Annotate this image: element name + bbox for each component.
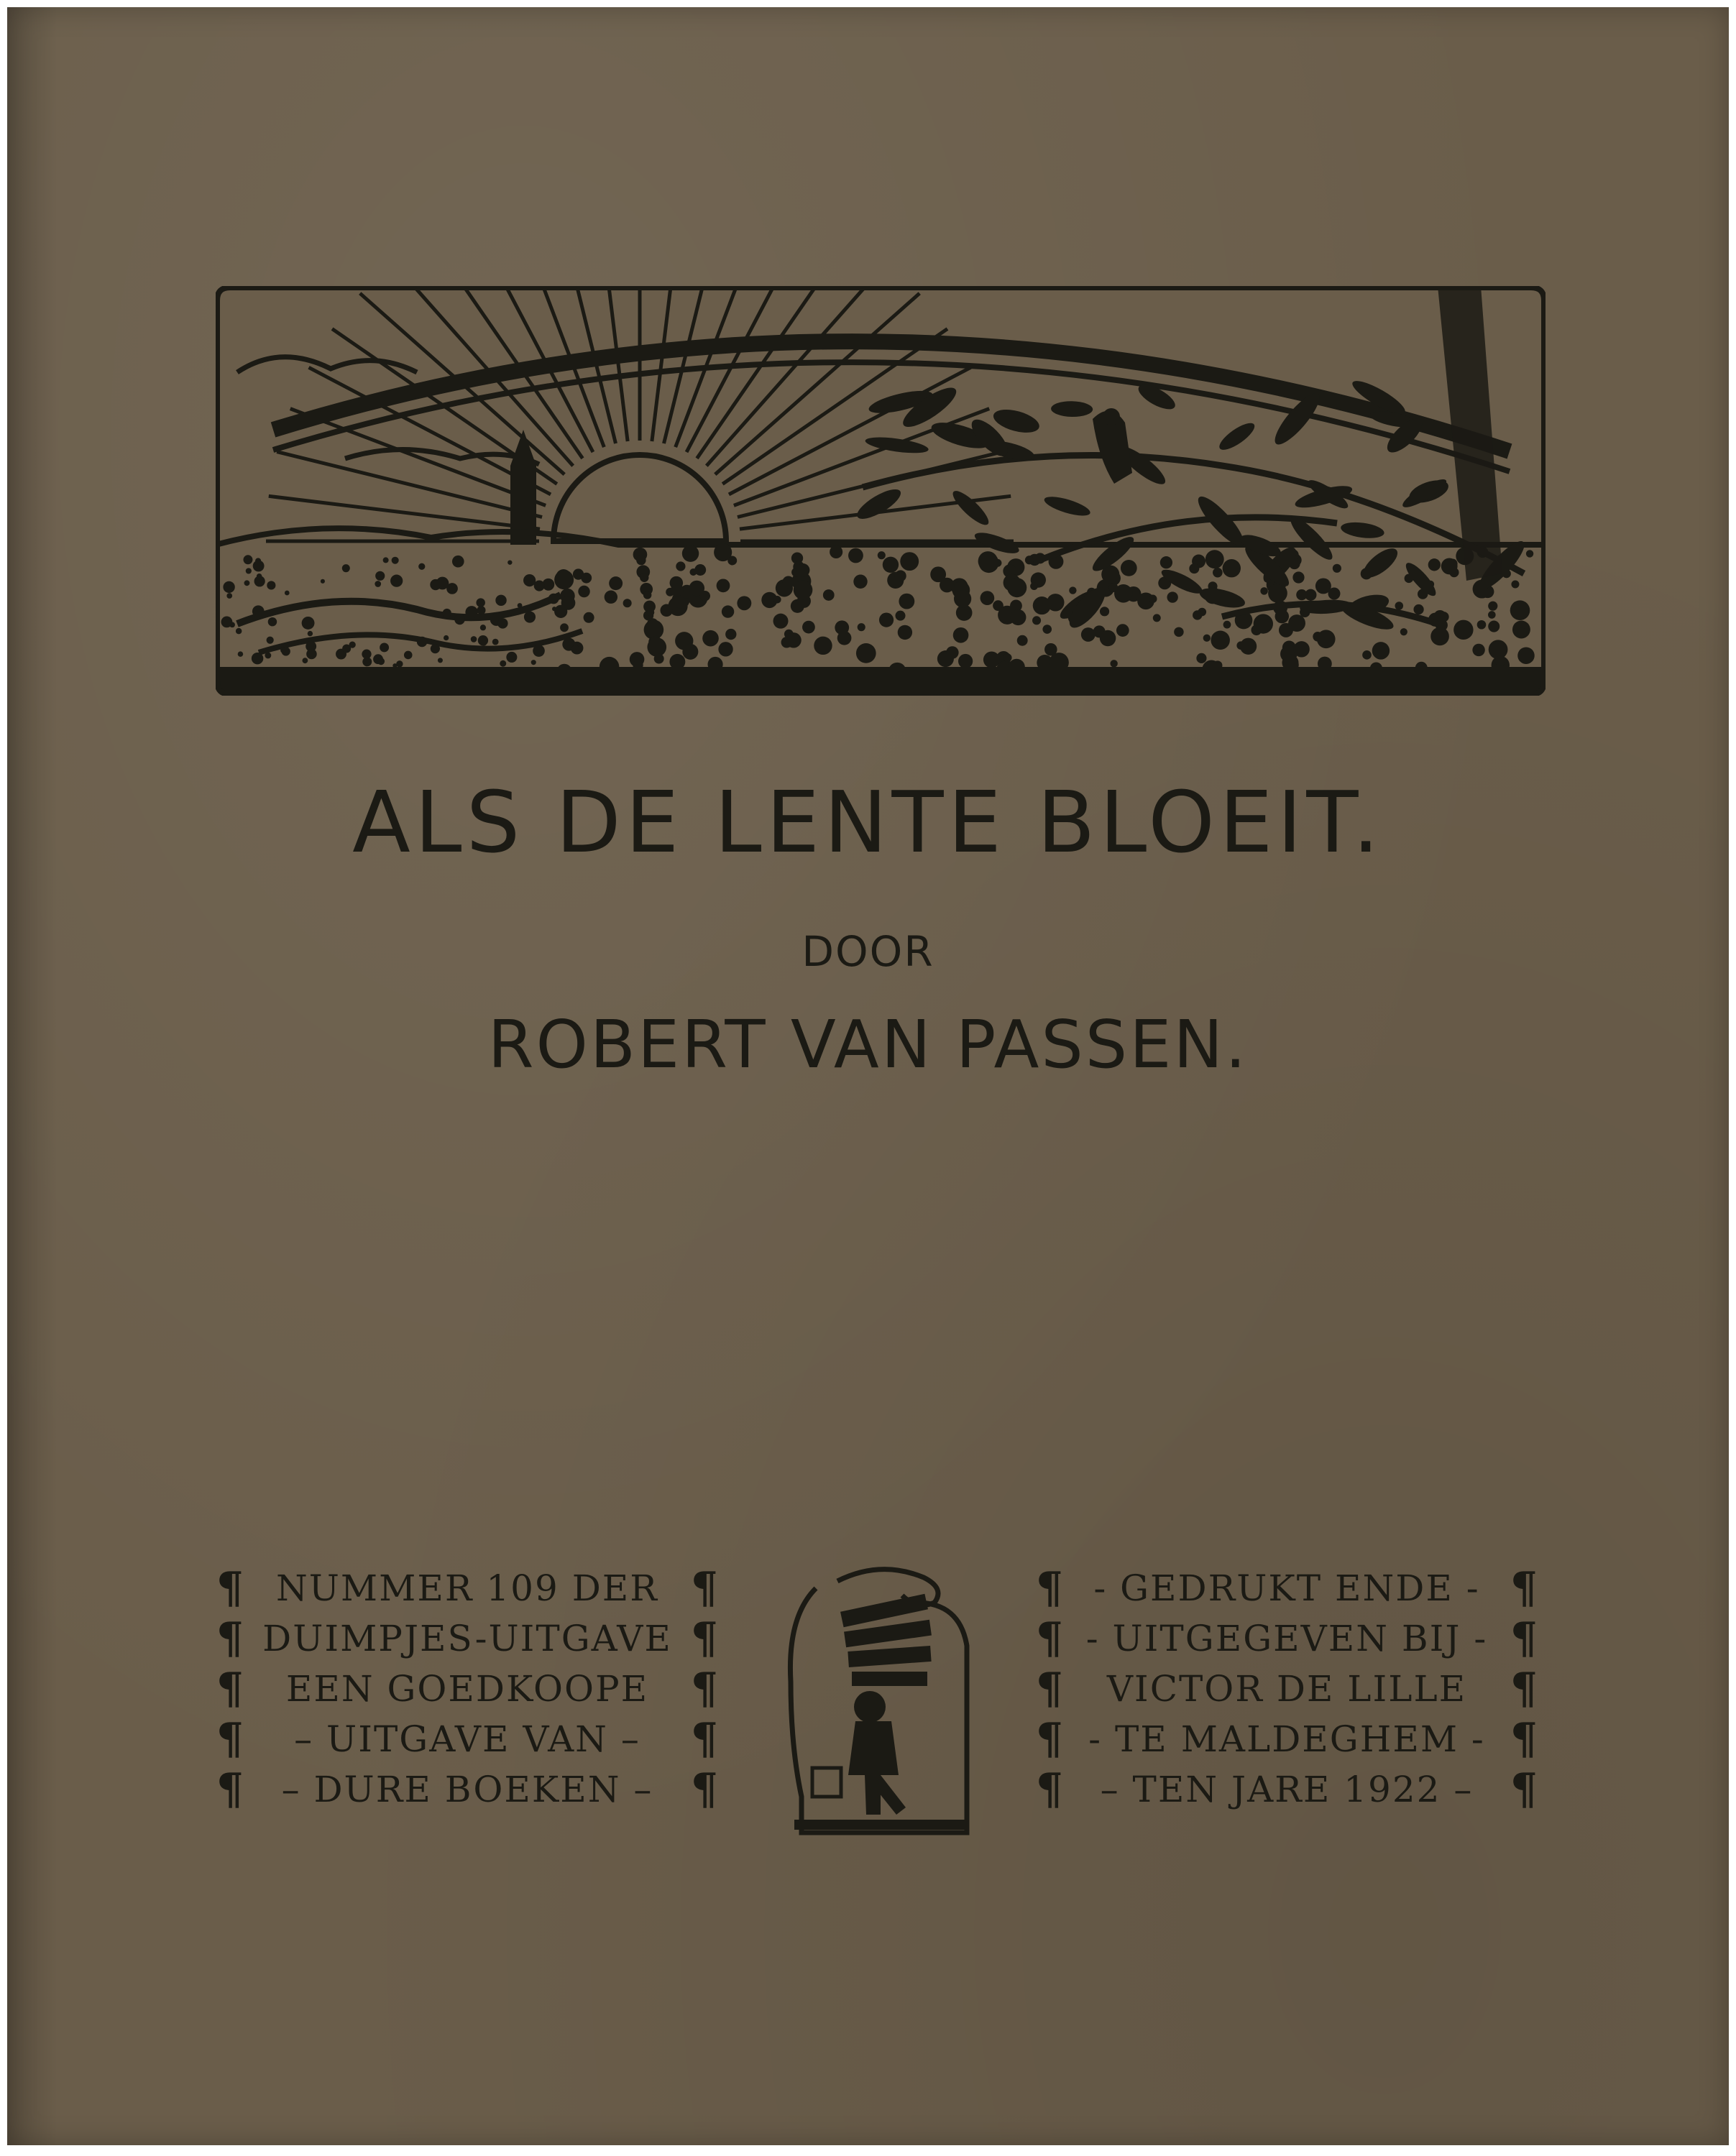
- pilcrow-icon: ¶: [216, 1764, 244, 1815]
- pilcrow-icon: ¶: [1510, 1613, 1538, 1664]
- pilcrow-icon: ¶: [1035, 1764, 1064, 1815]
- pilcrow-icon: ¶: [690, 1764, 719, 1815]
- colophon-text: – TEN JARE 1922 –: [1100, 1769, 1474, 1810]
- pilcrow-icon: ¶: [1510, 1764, 1538, 1815]
- colophon-line: [216, 1563, 719, 1613]
- colophon-line: [216, 1714, 719, 1764]
- colophon-line: [1035, 1764, 1538, 1815]
- colophon-line: [216, 1664, 719, 1714]
- pilcrow-icon: ¶: [1035, 1714, 1064, 1764]
- pilcrow-icon: ¶: [216, 1613, 244, 1664]
- pilcrow-icon: ¶: [1510, 1664, 1538, 1714]
- colophon-text: - GEDRUKT ENDE -: [1093, 1567, 1480, 1609]
- pilcrow-icon: ¶: [690, 1563, 719, 1613]
- colophon-text: EEN GOEDKOOPE: [285, 1668, 649, 1710]
- pilcrow-icon: ¶: [1510, 1563, 1538, 1613]
- pilcrow-icon: ¶: [1510, 1714, 1538, 1764]
- pilcrow-icon: ¶: [1035, 1563, 1064, 1613]
- colophon-left: [216, 1563, 719, 1815]
- pilcrow-icon: ¶: [690, 1714, 719, 1764]
- spring-landscape-vignette-icon: [216, 286, 1546, 696]
- colophon-right: [1035, 1563, 1538, 1815]
- colophon-text: NUMMER 109 DER: [276, 1567, 658, 1609]
- colophon-text: - UITGEGEVEN BIJ -: [1085, 1618, 1488, 1659]
- pilcrow-icon: ¶: [216, 1664, 244, 1714]
- colophon-text: – UITGAVE VAN –: [294, 1718, 640, 1760]
- colophon-text: VICTOR DE LILLE: [1106, 1668, 1467, 1710]
- pilcrow-icon: ¶: [1035, 1613, 1064, 1664]
- colophon-line: [216, 1764, 719, 1815]
- colophon-text: DUIMPJES-UITGAVE: [262, 1618, 672, 1659]
- colophon-line: [1035, 1563, 1538, 1613]
- book-title: ALS DE LENTE BLOEIT.: [352, 773, 1384, 872]
- byline-door: DOOR: [802, 927, 934, 976]
- publisher-mark-icon: [773, 1560, 981, 1840]
- colophon-line: [1035, 1664, 1538, 1714]
- pilcrow-icon: ¶: [216, 1714, 244, 1764]
- pilcrow-icon: ¶: [1035, 1664, 1064, 1714]
- author-name: ROBERT VAN PASSEN.: [487, 1006, 1249, 1083]
- colophon-text: - TE MALDEGHEM -: [1088, 1718, 1485, 1760]
- colophon-line: [216, 1613, 719, 1664]
- pilcrow-icon: ¶: [690, 1664, 719, 1714]
- pilcrow-icon: ¶: [690, 1613, 719, 1664]
- colophon-line: [1035, 1613, 1538, 1664]
- colophon-line: [1035, 1714, 1538, 1764]
- pilcrow-icon: ¶: [216, 1563, 244, 1613]
- colophon-text: – DURE BOEKEN –: [281, 1769, 653, 1810]
